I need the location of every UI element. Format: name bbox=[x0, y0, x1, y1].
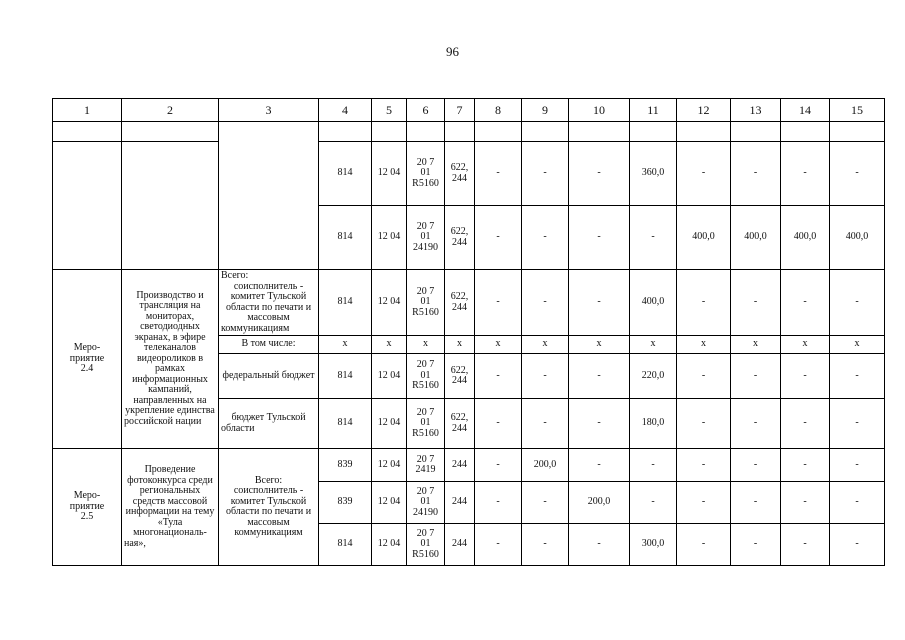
value-cell: - bbox=[475, 142, 522, 206]
page-number: 96 bbox=[446, 44, 459, 59]
gov-agency-code: 839 bbox=[319, 482, 372, 524]
empty-cell bbox=[731, 122, 781, 142]
value-cell: - bbox=[677, 399, 731, 449]
value-cell: - bbox=[731, 449, 781, 482]
value-cell: - bbox=[475, 206, 522, 270]
header-cell: 3 bbox=[219, 99, 319, 122]
value-cell: - bbox=[781, 399, 830, 449]
section-code: 12 04 bbox=[372, 354, 407, 399]
expense-type-code: 244 bbox=[445, 524, 475, 566]
header-cell: 15 bbox=[830, 99, 885, 122]
value-cell: - bbox=[475, 449, 522, 482]
empty-cell bbox=[53, 122, 122, 142]
value-cell: х bbox=[830, 336, 885, 354]
expense-type-code: х bbox=[445, 336, 475, 354]
value-cell: - bbox=[781, 270, 830, 336]
value-cell: 360,0 bbox=[630, 142, 677, 206]
value-cell: х bbox=[781, 336, 830, 354]
section-code: 12 04 bbox=[372, 449, 407, 482]
target-article-code: 20 7 2419 bbox=[407, 449, 445, 482]
value-cell: 400,0 bbox=[630, 270, 677, 336]
gov-agency-code: 814 bbox=[319, 524, 372, 566]
value-cell: - bbox=[569, 270, 630, 336]
empty-cell bbox=[781, 122, 830, 142]
value-cell: - bbox=[731, 482, 781, 524]
header-cell: 8 bbox=[475, 99, 522, 122]
value-cell: 200,0 bbox=[522, 449, 569, 482]
table-row bbox=[53, 449, 885, 482]
empty-cell bbox=[475, 122, 522, 142]
value-cell: - bbox=[522, 399, 569, 449]
gov-agency-code: 814 bbox=[319, 354, 372, 399]
empty-cell bbox=[122, 142, 219, 270]
target-article-code: 20 7 01 R5160 bbox=[407, 270, 445, 336]
target-article-code: 20 7 01 R5160 bbox=[407, 524, 445, 566]
section-code: 12 04 bbox=[372, 270, 407, 336]
value-cell: - bbox=[677, 270, 731, 336]
empty-cell bbox=[569, 122, 630, 142]
value-cell: х bbox=[630, 336, 677, 354]
header-cell: 5 bbox=[372, 99, 407, 122]
value-cell: - bbox=[677, 142, 731, 206]
value-cell: - bbox=[522, 354, 569, 399]
value-cell: - bbox=[781, 524, 830, 566]
value-cell: - bbox=[830, 449, 885, 482]
value-cell: 400,0 bbox=[781, 206, 830, 270]
value-cell: - bbox=[569, 354, 630, 399]
header-cell: 11 bbox=[630, 99, 677, 122]
value-cell: - bbox=[522, 482, 569, 524]
value-cell: - bbox=[522, 142, 569, 206]
budget-table bbox=[52, 98, 885, 566]
value-cell: - bbox=[677, 449, 731, 482]
value-cell: - bbox=[522, 206, 569, 270]
expense-type-code: 244 bbox=[445, 482, 475, 524]
value-cell: - bbox=[630, 206, 677, 270]
gov-agency-code: 839 bbox=[319, 449, 372, 482]
target-article-code: 20 7 01 R5160 bbox=[407, 142, 445, 206]
value-cell: - bbox=[731, 354, 781, 399]
empty-cell bbox=[53, 142, 122, 270]
header-row bbox=[53, 99, 885, 122]
expense-type-code: 622, 244 bbox=[445, 142, 475, 206]
value-cell: - bbox=[522, 270, 569, 336]
value-cell: - bbox=[731, 399, 781, 449]
value-cell: 220,0 bbox=[630, 354, 677, 399]
header-cell: 6 bbox=[407, 99, 445, 122]
section-code: 12 04 bbox=[372, 482, 407, 524]
empty-cell bbox=[372, 122, 407, 142]
gov-agency-code: х bbox=[319, 336, 372, 354]
table-row bbox=[53, 142, 885, 206]
value-cell: 180,0 bbox=[630, 399, 677, 449]
target-article-code: 20 7 01 24190 bbox=[407, 206, 445, 270]
value-cell: - bbox=[781, 449, 830, 482]
header-cell: 9 bbox=[522, 99, 569, 122]
measure-label: Меро- приятие 2.5 bbox=[53, 449, 122, 566]
value-cell: х bbox=[569, 336, 630, 354]
value-cell: - bbox=[522, 524, 569, 566]
empty-cell bbox=[407, 122, 445, 142]
value-cell: х bbox=[731, 336, 781, 354]
table-row bbox=[53, 270, 885, 336]
value-cell: - bbox=[830, 142, 885, 206]
header-cell: 10 bbox=[569, 99, 630, 122]
header-cell: 13 bbox=[731, 99, 781, 122]
measure-label: Меро- приятие 2.4 bbox=[53, 270, 122, 449]
regional-budget-label: бюджет Тульской области bbox=[219, 399, 319, 449]
value-cell: 400,0 bbox=[731, 206, 781, 270]
header-cell: 12 bbox=[677, 99, 731, 122]
value-cell: - bbox=[781, 482, 830, 524]
empty-cell bbox=[677, 122, 731, 142]
expense-type-code: 622, 244 bbox=[445, 399, 475, 449]
section-code: 12 04 bbox=[372, 399, 407, 449]
total-label: Всего: соисполнитель - комитет Тульской области по печати и массовым коммуникациям bbox=[219, 449, 319, 566]
value-cell: - bbox=[830, 399, 885, 449]
section-code: 12 04 bbox=[372, 206, 407, 270]
empty-cell bbox=[319, 122, 372, 142]
continuation-row bbox=[53, 122, 885, 142]
value-cell: - bbox=[731, 270, 781, 336]
value-cell: - bbox=[475, 524, 522, 566]
header-cell: 4 bbox=[319, 99, 372, 122]
section-code: 12 04 bbox=[372, 142, 407, 206]
gov-agency-code: 814 bbox=[319, 270, 372, 336]
empty-cell bbox=[219, 122, 319, 270]
expense-type-code: 244 bbox=[445, 449, 475, 482]
value-cell: - bbox=[830, 270, 885, 336]
value-cell: - bbox=[475, 270, 522, 336]
value-cell: - bbox=[677, 482, 731, 524]
empty-cell bbox=[122, 122, 219, 142]
measure-description: Производство и трансляция на мониторах, светодиодных экранах, в эфире телеканалов видеороликов в рамках информационных кампаний, направленных на укрепление единства российской нации bbox=[122, 270, 219, 449]
including-label: В том числе: bbox=[219, 336, 319, 354]
header-cell: 1 bbox=[53, 99, 122, 122]
value-cell: 400,0 bbox=[830, 206, 885, 270]
federal-budget-label: федеральный бюджет bbox=[219, 354, 319, 399]
value-cell: - bbox=[569, 206, 630, 270]
empty-cell bbox=[522, 122, 569, 142]
value-cell: - bbox=[569, 449, 630, 482]
expense-type-code: 622, 244 bbox=[445, 354, 475, 399]
value-cell: - bbox=[569, 142, 630, 206]
value-cell: х bbox=[677, 336, 731, 354]
expense-type-code: 622, 244 bbox=[445, 270, 475, 336]
empty-cell bbox=[630, 122, 677, 142]
value-cell: 400,0 bbox=[677, 206, 731, 270]
value-cell: - bbox=[569, 524, 630, 566]
gov-agency-code: 814 bbox=[319, 206, 372, 270]
header-cell: 2 bbox=[122, 99, 219, 122]
value-cell: 300,0 bbox=[630, 524, 677, 566]
value-cell: - bbox=[781, 354, 830, 399]
target-article-code: х bbox=[407, 336, 445, 354]
value-cell: х bbox=[522, 336, 569, 354]
value-cell: - bbox=[475, 354, 522, 399]
value-cell: - bbox=[677, 524, 731, 566]
value-cell: - bbox=[677, 354, 731, 399]
target-article-code: 20 7 01 24190 bbox=[407, 482, 445, 524]
value-cell: 200,0 bbox=[569, 482, 630, 524]
value-cell: - bbox=[830, 354, 885, 399]
target-article-code: 20 7 01 R5160 bbox=[407, 399, 445, 449]
value-cell: - bbox=[830, 524, 885, 566]
gov-agency-code: 814 bbox=[319, 399, 372, 449]
gov-agency-code: 814 bbox=[319, 142, 372, 206]
header-cell: 14 bbox=[781, 99, 830, 122]
header-cell: 7 bbox=[445, 99, 475, 122]
empty-cell bbox=[830, 122, 885, 142]
section-code: 12 04 bbox=[372, 524, 407, 566]
value-cell: - bbox=[475, 482, 522, 524]
value-cell: х bbox=[475, 336, 522, 354]
target-article-code: 20 7 01 R5160 bbox=[407, 354, 445, 399]
measure-description: Проведение фотоконкурса среди региональных средств массовой информации на тему «Тула многонациональ-ная», bbox=[122, 449, 219, 566]
section-code: х bbox=[372, 336, 407, 354]
value-cell: - bbox=[630, 482, 677, 524]
value-cell: - bbox=[475, 399, 522, 449]
value-cell: - bbox=[731, 142, 781, 206]
value-cell: - bbox=[781, 142, 830, 206]
value-cell: - bbox=[731, 524, 781, 566]
value-cell: - bbox=[830, 482, 885, 524]
empty-cell bbox=[445, 122, 475, 142]
total-label: Всего: соисполнитель - комитет Тульской области по печати и массовым коммуникациям bbox=[219, 270, 319, 336]
value-cell: - bbox=[630, 449, 677, 482]
value-cell: - bbox=[569, 399, 630, 449]
expense-type-code: 622, 244 bbox=[445, 206, 475, 270]
